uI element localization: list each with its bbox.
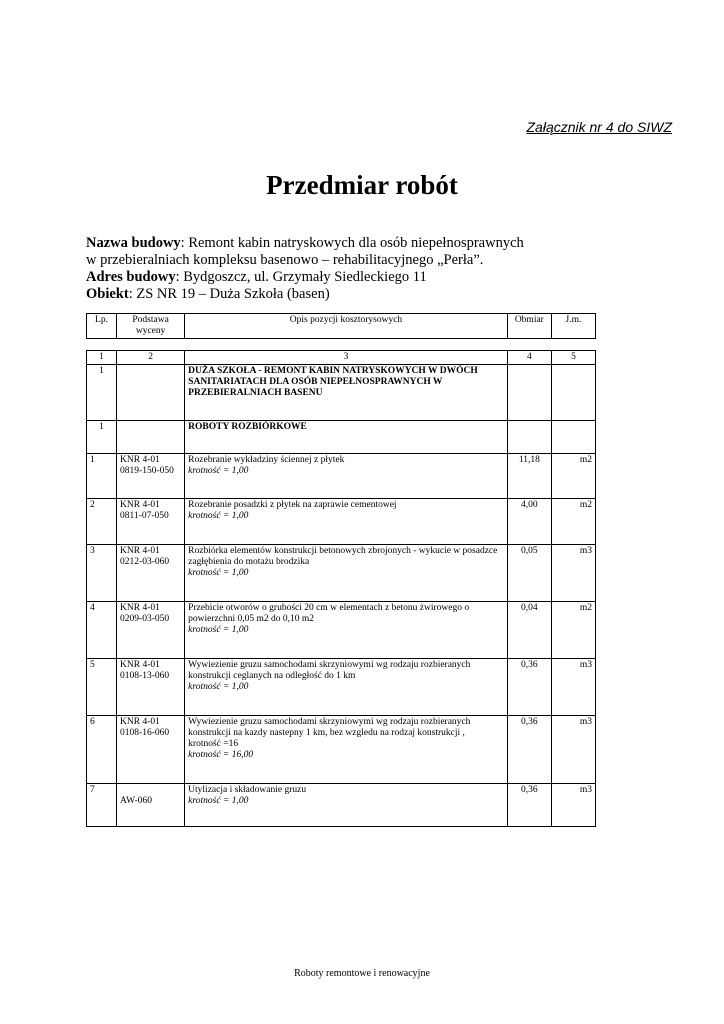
header-unit: J.m. (551, 314, 595, 339)
item-basis-position: 0819-150-050 (120, 466, 174, 476)
item-description-text: Wywiezienie gruzu samochodami skrzyniowymi wg rodzaju rozbieranych konstrukcji na kazdy nastepny 1 km, bez wzgledu na rodzaj konstrukcji , (188, 717, 471, 738)
item-basis-position: 0209-03-050 (120, 614, 170, 624)
table-row (87, 454, 596, 499)
project-info (86, 235, 524, 303)
item-unit: m2 (551, 454, 595, 499)
item-quantity: 0,36 (507, 716, 551, 784)
item-factor: krotność = 1,00 (188, 466, 249, 476)
item-basis (117, 454, 185, 499)
item-basis-position: 0108-13-060 (120, 671, 170, 681)
item-factor: krotność = 16,00 (188, 750, 254, 760)
item-basis-catalog: KNR 4-01 (120, 500, 160, 510)
header-basis-line2: wyceny (135, 326, 166, 336)
item-quantity: 11,18 (507, 454, 551, 499)
item-lp: 2 (87, 499, 117, 545)
section-row (87, 365, 596, 421)
item-basis (117, 659, 185, 716)
item-description-extra: krotność =16 (188, 739, 239, 749)
item-description (185, 602, 508, 659)
item-description-text: Rozebranie wykładziny ściennej z płytek (188, 455, 345, 465)
item-basis-catalog: KNR 4-01 (120, 603, 160, 613)
item-basis-position: 0212-03-060 (120, 557, 170, 567)
item-description (185, 716, 508, 784)
item-factor: krotność = 1,00 (188, 682, 249, 692)
item-quantity: 0,05 (507, 545, 551, 602)
project-object-value: : ZS NR 19 – Duża Szkoła (basen) (128, 286, 330, 302)
project-name-line (86, 235, 524, 252)
item-description-text: Przebicie otworów o grubości 20 cm w elementach z betonu żwirowego o powierzchni 0,05 m2 do 0,10 m2 (188, 603, 470, 624)
column-numbers-row (87, 351, 596, 365)
project-address-line (86, 269, 524, 286)
item-description (185, 454, 508, 499)
project-name-line-2: w przebieralniach kompleksu basenowo – rehabilitacyjnego „Perła”. (86, 252, 484, 268)
item-basis-position: AW-060 (120, 796, 153, 806)
header-basis-line1: Podstawa (132, 315, 169, 325)
item-factor: krotność = 1,00 (188, 511, 249, 521)
empty-cell (507, 421, 551, 454)
empty-cell (507, 365, 551, 421)
table-row (87, 784, 596, 827)
item-quantity: 4,00 (507, 499, 551, 545)
item-description-text: Wywiezienie gruzu samochodami skrzyniowymi wg rodzaju rozbieranych konstrukcji ceglanych na odległość do 1 km (188, 660, 471, 681)
item-description (185, 784, 508, 827)
table-row (87, 659, 596, 716)
item-basis (117, 602, 185, 659)
item-factor: krotność = 1,00 (188, 796, 249, 806)
item-lp: 5 (87, 659, 117, 716)
project-name-value: : Remont kabin natryskowych dla osób niepełnosprawnych (180, 235, 524, 251)
item-factor: krotność = 1,00 (188, 625, 249, 635)
subsection-row (87, 421, 596, 454)
table-row (87, 602, 596, 659)
item-unit: m3 (551, 716, 595, 784)
item-basis (117, 545, 185, 602)
project-object-label: Obiekt (86, 286, 129, 302)
empty-cell (117, 421, 185, 454)
section-title: DUŻA SZKOŁA - REMONT KABIN NATRYSKOWYCH W DWÓCH SANITARIATACH DLA OSÓB NIEPEŁNOSPRAWNYCH W PRZEBIERALNIACH BASENU (185, 365, 508, 421)
column-number: 3 (185, 351, 508, 365)
item-unit: m3 (551, 784, 595, 827)
item-description-text: Rozbiórka elementów konstrukcji betonowych zbrojonych - wykucie w posadzce zagłębienia do motażu brodzika (188, 546, 498, 567)
item-lp: 6 (87, 716, 117, 784)
item-lp: 7 (87, 784, 117, 827)
header-description: Opis pozycji kosztorysowych (185, 314, 508, 339)
column-number: 5 (551, 351, 595, 365)
empty-cell (551, 365, 595, 421)
item-description (185, 499, 508, 545)
item-unit: m3 (551, 545, 595, 602)
item-lp: 4 (87, 602, 117, 659)
column-number: 4 (507, 351, 551, 365)
item-unit: m3 (551, 659, 595, 716)
item-basis-catalog (120, 785, 181, 796)
project-name-label: Nazwa budowy (86, 235, 181, 251)
item-quantity: 0,04 (507, 602, 551, 659)
subsection-title: ROBOTY ROZBIÓRKOWE (185, 421, 508, 454)
header-quantity: Obmiar (507, 314, 551, 339)
item-unit: m2 (551, 499, 595, 545)
item-unit: m2 (551, 602, 595, 659)
item-basis (117, 499, 185, 545)
page-footer: Roboty remontowe i renowacyjne (294, 968, 430, 979)
item-description (185, 545, 508, 602)
item-lp: 1 (87, 454, 117, 499)
item-basis-position: 0811-07-050 (120, 511, 169, 521)
document-title: Przedmiar robót (266, 170, 458, 200)
attachment-label: Załącznik nr 4 do SIWZ (526, 119, 672, 135)
header-basis (117, 314, 185, 339)
item-basis-catalog: KNR 4-01 (120, 717, 160, 727)
empty-cell (117, 365, 185, 421)
item-basis (117, 784, 185, 827)
item-basis-catalog: KNR 4-01 (120, 455, 160, 465)
item-factor: krotność = 1,00 (188, 568, 249, 578)
item-description-text: Utylizacja i składowanie gruzu (188, 785, 307, 795)
item-description (185, 659, 508, 716)
table-row (87, 499, 596, 545)
project-address-value: : Bydgoszcz, ul. Grzymały Siedleckiego 11 (175, 269, 427, 285)
cost-items-table (86, 350, 596, 827)
column-number: 2 (117, 351, 185, 365)
table-row (87, 545, 596, 602)
item-lp: 3 (87, 545, 117, 602)
item-description-text: Rozebranie posadzki z płytek na zaprawie cementowej (188, 500, 397, 510)
item-quantity: 0,36 (507, 784, 551, 827)
header-lp: Lp. (87, 314, 117, 339)
item-basis-catalog: KNR 4-01 (120, 546, 160, 556)
column-number: 1 (87, 351, 117, 365)
item-basis-catalog: KNR 4-01 (120, 660, 160, 670)
subsection-number: 1 (87, 421, 117, 454)
project-object-line (86, 286, 524, 303)
item-basis (117, 716, 185, 784)
item-basis-position: 0108-16-060 (120, 728, 170, 738)
table-row (87, 716, 596, 784)
section-number: 1 (87, 365, 117, 421)
item-quantity: 0,36 (507, 659, 551, 716)
empty-cell (551, 421, 595, 454)
table-header (86, 313, 596, 339)
project-address-label: Adres budowy (86, 269, 176, 285)
